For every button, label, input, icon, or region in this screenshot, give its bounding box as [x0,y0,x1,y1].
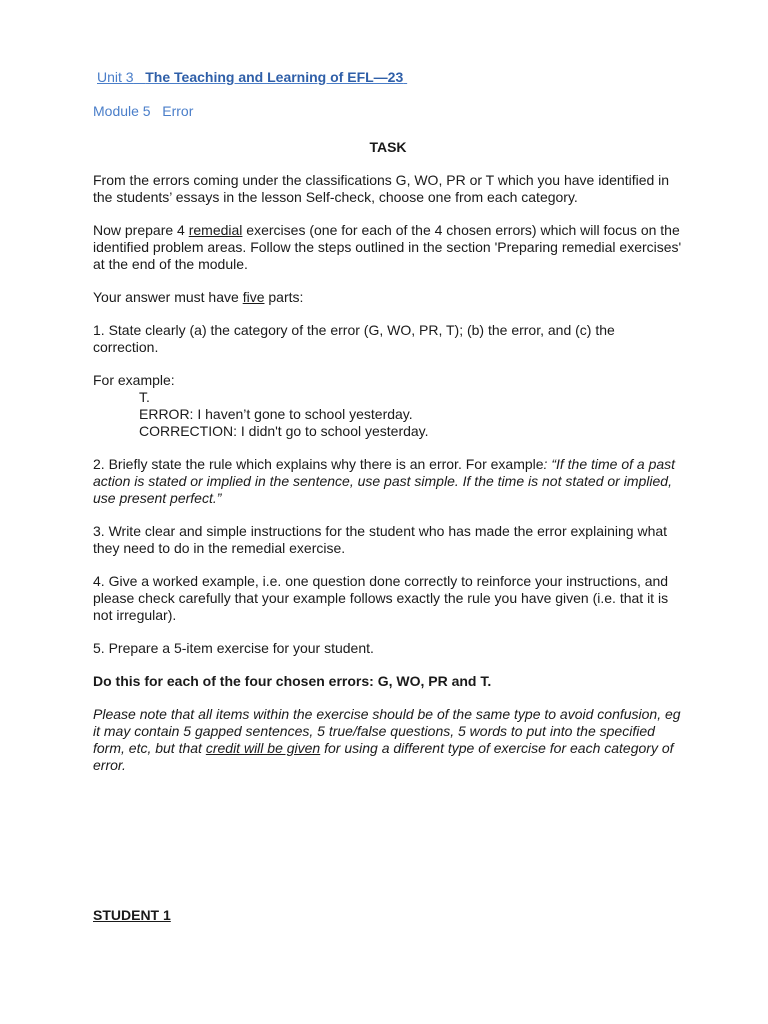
bold-instruction: Do this for each of the four chosen errors: G, WO, PR and T. [93,673,492,689]
note-text-before: Please note that all items within the exercise should be of the same type to avoid confusion, eg it may contain 5 gapped sentences, 5 true/false questions, 5 words to put into the specified form, etc, but that [93,706,681,756]
step-2-rule-example: : “If the time of a past action is stated or implied in the sentence, use past simple. If the time is not stated or implied, use present perfect.” [93,456,676,506]
task-intro: From the errors coming under the classifications G, WO, PR or T which you have identified in the students’ essays in the lesson Self-check, choose one from each category. [93,172,670,205]
step-4: 4. Give a worked example, i.e. one question done correctly to reinforce your instructions, and please check carefully that your example follows exactly the rule you have given (i.e. that it is not irregular). [93,573,669,623]
step-1: 1. State clearly (a) the category of the error (G, WO, PR, T); (b) the error, and (c) the correction. [93,322,615,355]
task-prepare [93,222,683,273]
example-correction: CORRECTION: I didn't go to school yesterday. [139,423,429,439]
step-2 [93,456,683,507]
task-answer-parts [93,289,683,306]
exercise-note [93,706,683,774]
prepare-text-before: Now prepare 4 [93,222,189,238]
answer-underlined-word: five [242,289,265,305]
module-label: Module 5 [93,103,151,119]
note-text-after: for using a different type of exercise for each category of error. [93,740,674,773]
module-header [93,103,683,120]
unit-label: Unit 3 [97,69,134,85]
module-title: Error [162,103,194,119]
step-5: 5. Prepare a 5-item exercise for your student. [93,640,374,656]
document-body [93,69,683,790]
unit-header [97,69,683,86]
prepare-underlined-word: remedial [188,222,243,238]
answer-text-before: Your answer must have [93,289,243,305]
task-heading: TASK [369,139,407,155]
step-2-text: 2. Briefly state the rule which explains why there is an error. For example [93,456,544,472]
example-block [93,372,683,440]
unit-title: The Teaching and Learning of EFL—23 [145,69,404,85]
student-heading: STUDENT 1 [93,907,171,923]
prepare-text-after: exercises (one for each of the 4 chosen errors) which will focus on the identified problem areas. Follow the steps outlined in the section 'Preparing remedial exercises' at the end of the module. [93,222,682,272]
example-category: T. [139,389,150,405]
example-error: ERROR: I haven’t gone to school yesterday. [139,406,413,422]
note-underlined-phrase: credit will be given [205,740,321,756]
example-label: For example: [93,372,175,388]
answer-text-after: parts: [264,289,304,305]
step-3: 3. Write clear and simple instructions for the student who has made the error explaining what they need to do in the remedial exercise. [93,523,668,556]
